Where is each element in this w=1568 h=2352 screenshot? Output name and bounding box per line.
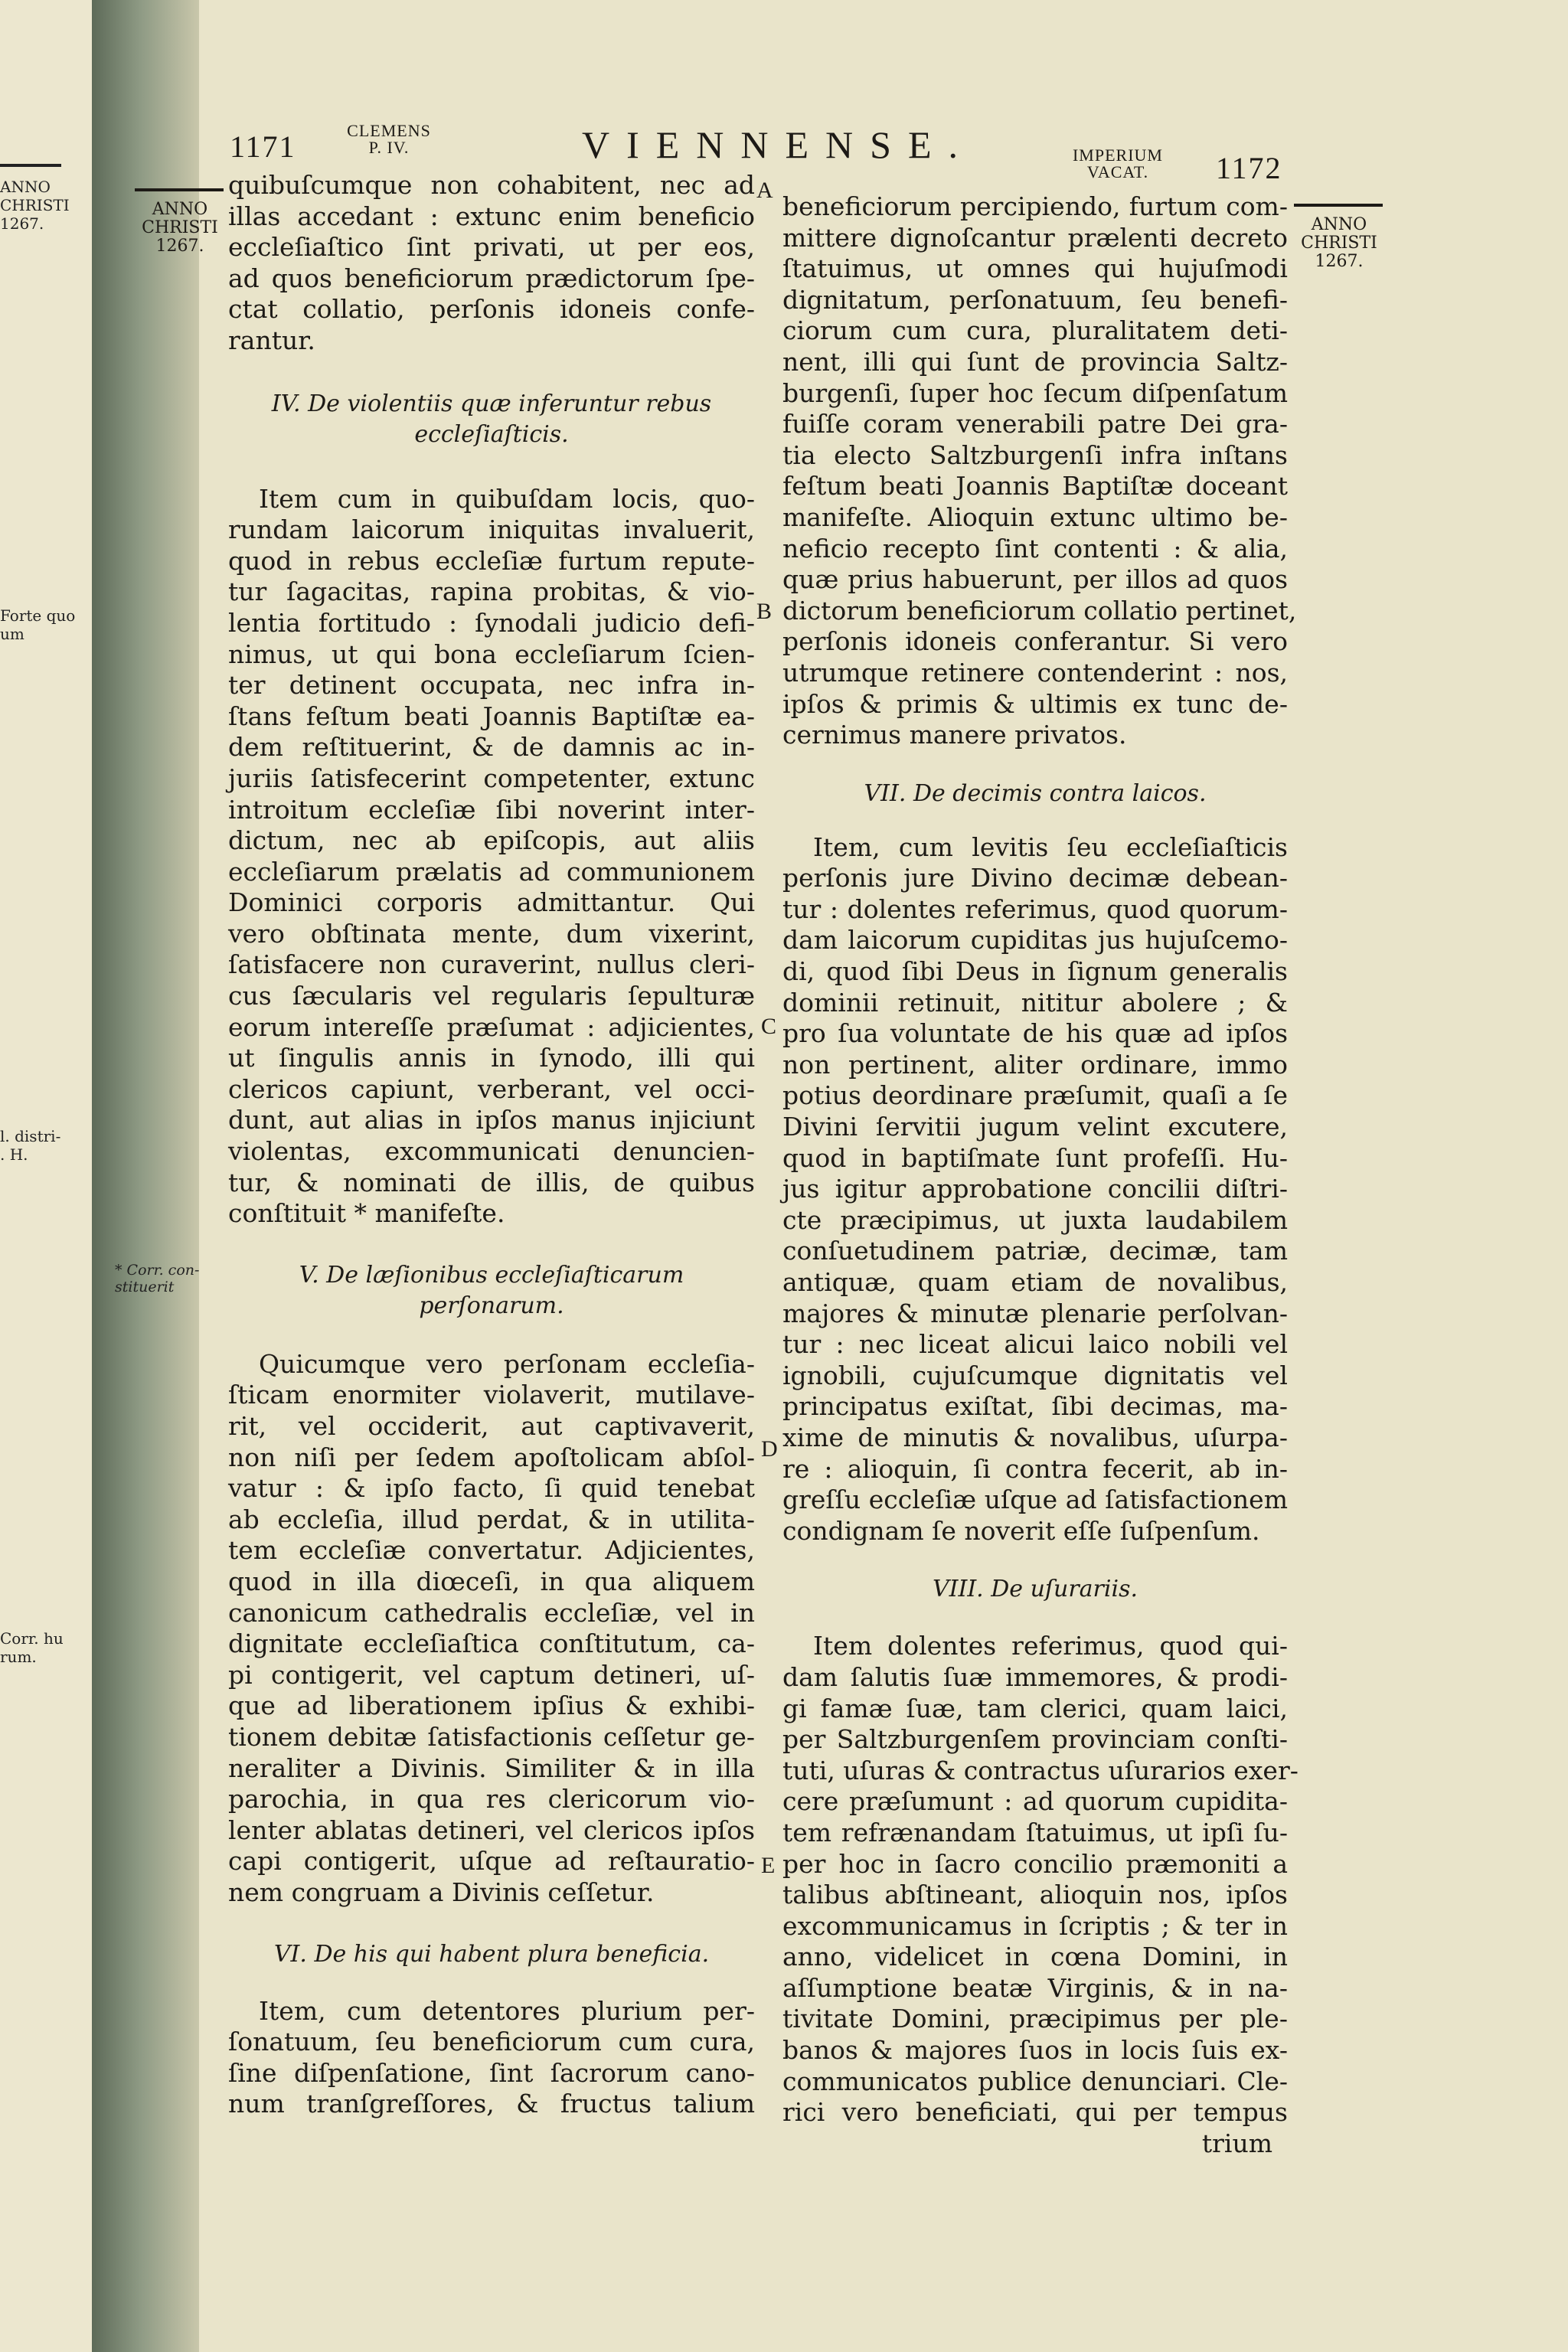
section-letter-c: C	[761, 1014, 777, 1039]
text-line: dominii retinuit, nititur abolere ; &	[782, 987, 1288, 1018]
text-line: Item, cum levitis ſeu eccleſiaſticis	[813, 831, 1288, 862]
text-line: quod in illa diœceſi, in qua aliquem	[228, 1566, 755, 1596]
text-line: ſine diſpenſatione, ſint ſacrorum cano-	[228, 2057, 755, 2088]
section-letter-e: E	[761, 1853, 776, 1878]
text-line: Item cum in quibuſdam locis, quo-	[259, 483, 755, 514]
section-letter-a: A	[756, 178, 773, 203]
text-line: quæ prius habuerunt, per illos ad quos	[782, 564, 1288, 595]
text-line: quod in baptiſmate ſunt profeſſi. Hu-	[782, 1142, 1288, 1173]
text-line: rici vero beneficiati, qui per tempus	[782, 2097, 1288, 2128]
text-line: greſſu eccleſiæ uſque ad ſatisfactionem	[782, 1485, 1288, 1515]
right-intro-paragraph	[782, 191, 1297, 751]
section-heading-iv: IV. De violentiis quæ inferuntur rebus eccleſiaſticis.	[271, 390, 712, 448]
margin-rule-right	[1294, 204, 1383, 207]
text-line: gi famæ ſuæ, tam clerici, quam laici,	[782, 1693, 1288, 1723]
text-line: que ad liberationem ipſius & exhibi-	[228, 1690, 755, 1721]
text-line: per Saltzburgenſem provinciam conſti-	[782, 1724, 1288, 1755]
text-line: pro ſua voluntate de his quæ ad ipſos	[782, 1018, 1288, 1049]
text-line: eorum intereſſe præſumat : adjicientes,	[228, 1011, 755, 1042]
previous-page-note: l. distri- . H.	[0, 1127, 61, 1164]
text-line: ciorum cum cura, pluralitatem deti-	[782, 315, 1288, 346]
text-line: burgenſi, ſuper hoc ſecum diſpenſatum	[782, 377, 1288, 408]
text-line: banos & majores ſuos in locis ſuis ex-	[782, 2035, 1288, 2066]
text-line: dunt, aut alias in ipſos manus injiciunt	[228, 1105, 755, 1135]
text-line: Divini ſervitii jugum velint excutere,	[782, 1112, 1288, 1142]
text-line: tur ſagacitas, rapina probitas, & vio-	[228, 577, 755, 607]
text-line: xime de minutis & novalibus, uſurpa-	[782, 1422, 1288, 1452]
text-line: non pertinent, aliter ordinare, immo	[782, 1049, 1288, 1080]
text-line: Item dolentes referimus, quod qui-	[813, 1631, 1288, 1661]
text-line: fuiſſe coram venerabili patre Dei gra-	[782, 409, 1288, 439]
text-line: conſtituit * manifeſte.	[228, 1198, 505, 1229]
margin-rule-left	[135, 188, 224, 191]
text-line: lentia fortitudo : ſynodali judicio defi-	[228, 607, 755, 638]
correction-note: * Corr. con- stituerit	[115, 1262, 200, 1295]
text-line: canonicum cathedralis eccleſiæ, vel in	[228, 1597, 755, 1628]
text-line: per hoc in ſacro concilio præmoniti a	[782, 1848, 1288, 1879]
section-heading-viii: VIII. De uſurariis.	[932, 1576, 1138, 1603]
text-line: nent, illi qui ſunt de provincia Saltz-	[782, 346, 1288, 377]
text-line: communicatos publice denunciari. Cle-	[782, 2066, 1288, 2096]
text-line: dignitate eccleſiaſtica conſtitutum, ca-	[228, 1628, 755, 1659]
text-line: lenter ablatas detineri, vel clericos ipſos	[228, 1815, 755, 1845]
text-line: majores & minutæ plenarie perſolvan-	[782, 1298, 1288, 1328]
text-line: rit, vel occiderit, aut captivaverit,	[228, 1411, 755, 1441]
text-line: parochia, in qua res clericorum vio-	[228, 1784, 755, 1815]
text-line: ſtatuimus, ut omnes qui hujuſmodi	[782, 253, 1288, 284]
text-line: nimus, ut qui bona eccleſiarum ſcien-	[228, 639, 755, 669]
text-line: ſtans feſtum beati Joannis Baptiſtæ ea-	[228, 701, 755, 731]
text-line: eccleſiaſtico ſint privati, ut per eos,	[228, 232, 755, 263]
text-line: beneficiorum percipiendo, furtum com-	[782, 191, 1288, 221]
text-line: tia electo Saltzburgenſi infra inſtans	[782, 439, 1288, 470]
text-line: capi contigerit, uſque ad reſtauratio-	[228, 1846, 755, 1877]
text-line: num tranſgreſſores, & fructus talium	[228, 2089, 755, 2119]
running-head-title: VIENNENSE.	[582, 123, 975, 166]
section-viii-paragraph	[782, 1631, 1298, 2128]
section-letter-b: B	[756, 599, 773, 624]
section-heading-v: V. De læſionibus eccleſiaſticarum perſonarum.	[299, 1261, 684, 1319]
text-line: antiquæ, quam etiam de novalibus,	[782, 1267, 1288, 1297]
text-line: perſonis jure Divino decimæ debean-	[782, 863, 1288, 893]
text-line: nem congruam a Divinis ceſſetur.	[228, 1877, 655, 1907]
text-line: quod in rebus eccleſiæ furtum repute-	[228, 545, 755, 576]
text-line: ut ſingulis annis in ſynodo, illi qui	[228, 1043, 755, 1073]
gutter-shadow	[92, 0, 199, 2352]
text-line: tem eccleſiæ convertatur. Adjicientes,	[228, 1535, 755, 1566]
section-letter-d: D	[761, 1436, 778, 1462]
text-line: neraliter a Divinis. Similiter & in illa	[228, 1753, 755, 1783]
text-line: ctat collatio, perſonis idoneis confe-	[228, 294, 755, 325]
text-line: perſonis idoneis conferantur. Si vero	[782, 626, 1288, 657]
text-line: potius deordinare præſumit, quaſi a ſe	[782, 1080, 1288, 1111]
text-line: utrumque retinere contenderint : nos,	[782, 657, 1288, 688]
text-line: talibus abſtineant, alioquin nos, ipſos	[782, 1880, 1288, 1910]
text-line: ab eccleſia, illud perdat, & in utilita-	[228, 1504, 755, 1534]
anno-christi-left: ANNO CHRISTI 1267.	[142, 200, 218, 256]
running-head-imperium: IMPERIUM VACAT.	[1072, 145, 1163, 181]
text-line: Quicumque vero perſonam eccleſia-	[259, 1348, 755, 1379]
page-number-left: 1171	[230, 129, 296, 164]
section-heading-vi: VI. De his qui habent plura beneficia.	[273, 1940, 710, 1968]
previous-page-edge	[0, 0, 92, 2352]
text-line: non niſi per ſedem apoſtolicam abſol-	[228, 1442, 755, 1472]
text-line: tur : dolentes referimus, quod quorum-	[782, 893, 1288, 924]
text-line: tur : nec liceat alicui laico nobili vel	[782, 1329, 1288, 1360]
text-line: mittere dignoſcantur prælenti decreto	[782, 222, 1288, 253]
text-line: tuti, uſuras & contractus uſurarios exer-	[782, 1755, 1298, 1785]
text-line: violentas, excommunicati denuncien-	[228, 1136, 755, 1167]
anno-christi-right: ANNO CHRISTI 1267.	[1301, 215, 1377, 271]
text-line: ipſos & primis & ultimis ex tunc de-	[782, 688, 1288, 719]
text-line: ad quos beneficiorum prædictorum ſpe-	[228, 263, 755, 293]
section-vi-paragraph	[228, 1996, 755, 2120]
text-line: pi contigerit, vel captum detineri, uſ-	[228, 1659, 755, 1690]
text-line: condignam ſe noverit eſſe ſuſpenſum.	[782, 1515, 1260, 1546]
text-line: dem reſtituerint, & de damnis ac in-	[228, 732, 755, 763]
text-line: di, quod ſibi Deus in ſignum generalis	[782, 956, 1288, 987]
text-line: manifeſte. Alioquin extunc ultimo be-	[782, 501, 1288, 532]
text-line: cte præcipimus, ut juxta laudabilem	[782, 1204, 1288, 1235]
text-line: quibuſcumque non cohabitent, nec ad	[228, 170, 755, 200]
text-line: cus ſæcularis vel regularis ſepulturæ	[228, 981, 755, 1011]
text-line: dam laicorum cupiditas jus hujuſcemo-	[782, 925, 1288, 956]
left-intro-paragraph	[228, 170, 755, 357]
text-line: rundam laicorum iniquitas invaluerit,	[228, 514, 755, 545]
text-line: ignobili, cujuſcumque dignitatis vel	[782, 1360, 1288, 1390]
text-line: juriis ſatisfecerint competenter, extunc	[228, 763, 755, 793]
previous-page-note: Forte quo um	[0, 606, 76, 643]
catchword: trium	[1201, 2128, 1272, 2158]
text-line: ſonatuum, ſeu beneficiorum cum cura,	[228, 2027, 755, 2057]
text-line: tur, & nominati de illis, de quibus	[228, 1167, 755, 1197]
text-line: jus igitur approbatione concilii diſtri-	[782, 1174, 1288, 1204]
page-number-right: 1172	[1216, 151, 1282, 185]
previous-page-note: Corr. hu rum.	[0, 1629, 64, 1666]
text-line: ſatisfacere non curaverint, nullus cleri-	[228, 949, 755, 980]
section-v-paragraph	[228, 1349, 755, 1909]
right-column	[782, 191, 1298, 2159]
text-line: illas accedant : extunc enim beneficio	[228, 201, 755, 231]
section-vii-paragraph	[782, 832, 1288, 1547]
text-line: tivitate Domini, præcipimus per ple-	[782, 2004, 1288, 2034]
text-line: eccleſiarum prælatis ad communionem	[228, 856, 755, 887]
text-line: principatus exiſtat, ſibi decimas, ma-	[782, 1391, 1288, 1422]
previous-page-note: ANNO CHRISTI 1267.	[0, 178, 70, 233]
text-line: dictum, nec ab epiſcopis, aut aliis	[228, 825, 755, 856]
text-line: dignitatum, perſonatuum, ſeu benefi-	[782, 284, 1288, 315]
text-line: Item, cum detentores plurium per-	[259, 1995, 755, 2026]
section-iv-paragraph	[228, 484, 755, 1230]
text-line: anno, videlicet in cœna Domini, in	[782, 1942, 1288, 1972]
text-line: vatur : & ipſo facto, ſi quid tenebat	[228, 1473, 755, 1504]
text-line: tionem debitæ ſatisfactionis ceſſetur ge-	[228, 1721, 755, 1752]
text-line: excommunicamus in ſcriptis ; & ter in	[782, 1910, 1288, 1941]
text-line: rantur.	[228, 325, 315, 355]
text-line: re : alioquin, ſi contra fecerit, ab in-	[782, 1453, 1288, 1484]
text-line: neficio recepto ſint contenti : & alia,	[782, 533, 1288, 564]
previous-page-rule	[0, 164, 61, 167]
text-line: Dominici corporis admittantur. Qui	[228, 887, 755, 918]
text-line: cere præſumunt : ad quorum cupidita-	[782, 1786, 1288, 1817]
text-line: clericos capiunt, verberant, vel occi-	[228, 1073, 755, 1104]
running-head-author: CLEMENS P. IV.	[347, 121, 431, 157]
section-heading-vii: VII. De decimis contra laicos.	[864, 779, 1207, 807]
text-line: introitum eccleſiæ ſibi noverint inter-	[228, 794, 755, 825]
text-line: feſtum beati Joannis Baptiſtæ doceant	[782, 471, 1288, 501]
text-line: vero obſtinata mente, dum vixerint,	[228, 918, 755, 949]
text-line: dam ſalutis ſuæ immemores, & prodi-	[782, 1661, 1288, 1692]
text-line: ſticam enormiter violaverit, mutilave-	[228, 1380, 755, 1410]
text-line: conſuetudinem patriæ, decimæ, tam	[782, 1236, 1288, 1266]
left-column	[228, 170, 755, 2120]
text-line: dictorum beneficiorum collatio pertinet,	[782, 595, 1297, 626]
text-line: aſſumptione beatæ Virginis, & in na-	[782, 1972, 1288, 2003]
text-line: ter detinent occupata, nec infra in-	[228, 670, 755, 701]
text-line: cernimus manere privatos.	[782, 720, 1127, 750]
text-line: tem refrænandam ſtatuimus, ut ipſi ſu-	[782, 1817, 1288, 1847]
